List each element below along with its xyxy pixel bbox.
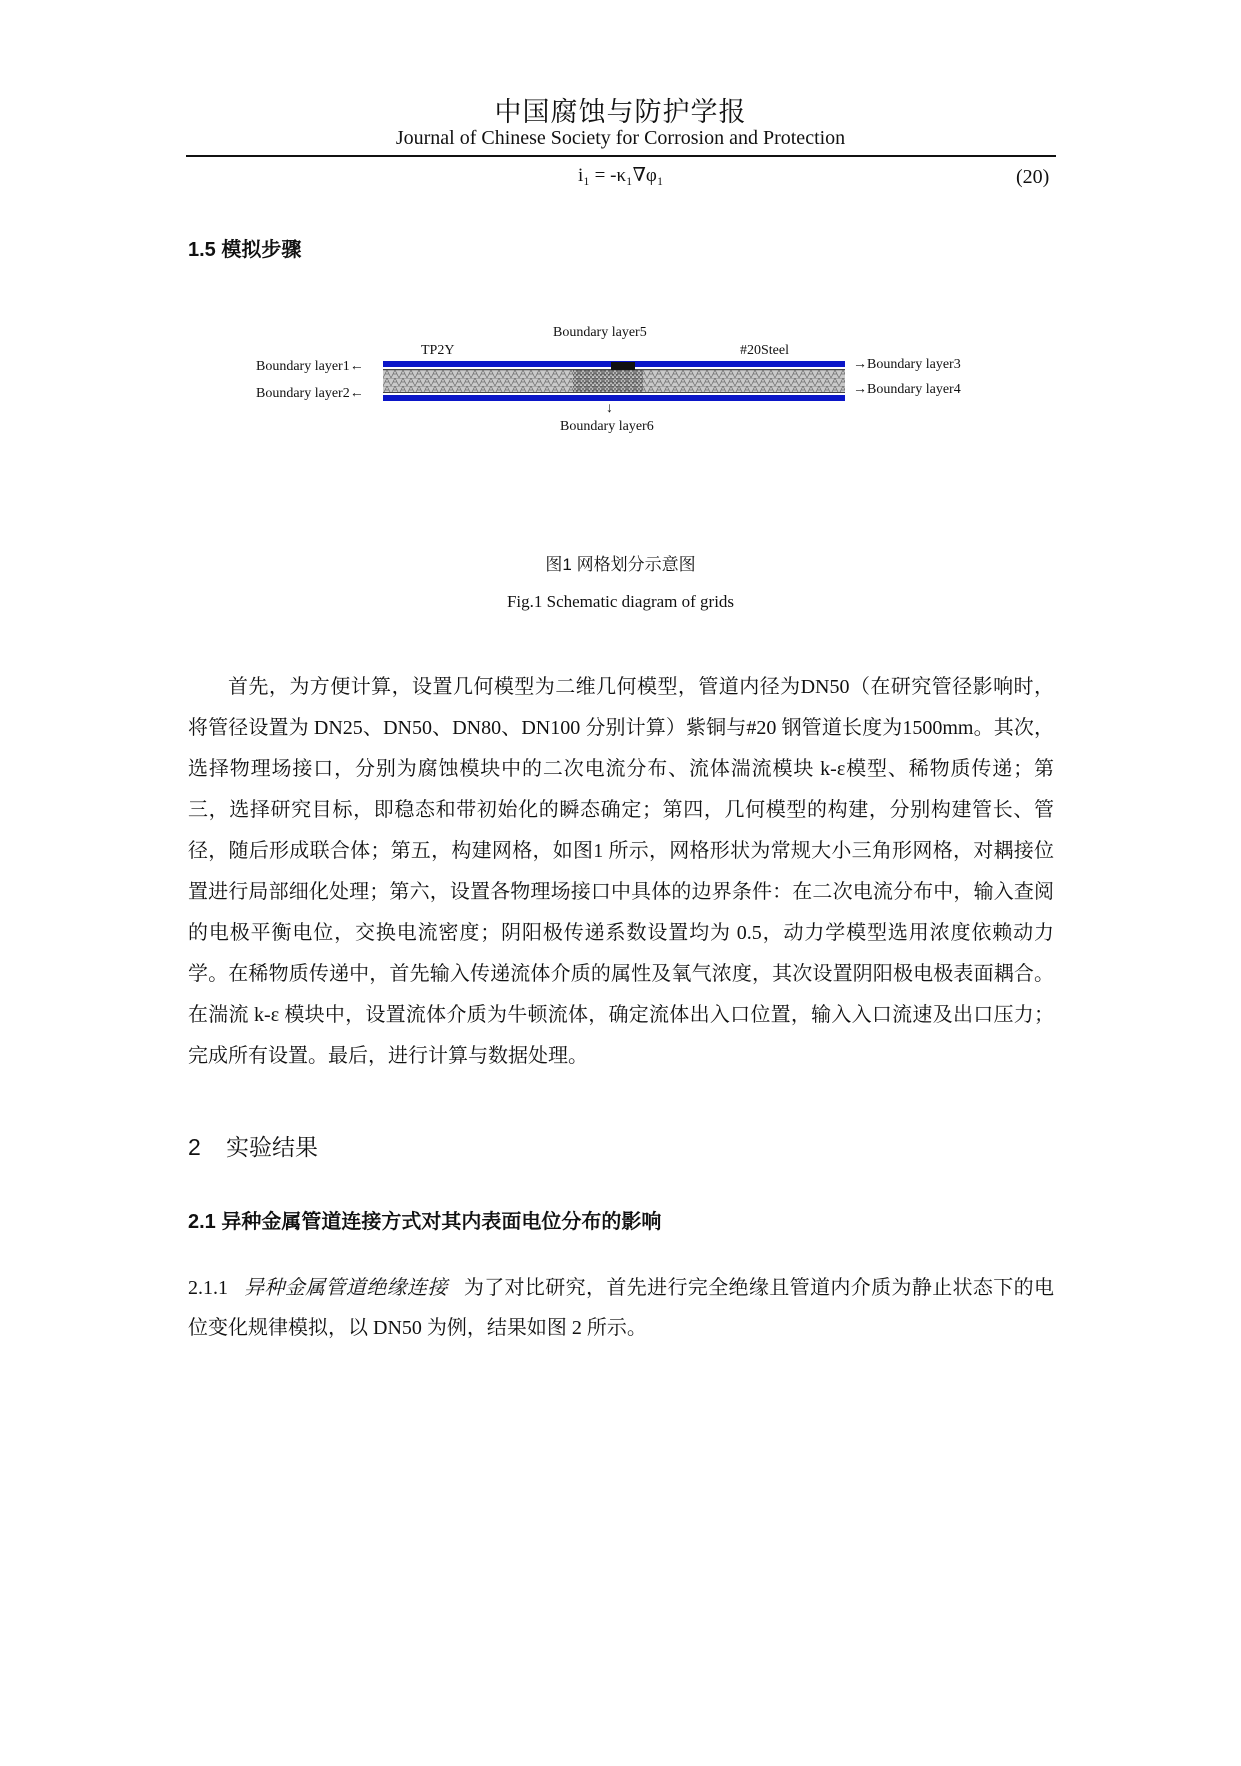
joint-marker — [611, 362, 635, 370]
subsection-number: 2.1.1 — [188, 1277, 228, 1299]
boundary-band-bottom — [383, 395, 845, 401]
figure-1 — [0, 0, 1241, 460]
figure-caption-cn: 图1 网格划分示意图 — [545, 555, 696, 574]
label-boundary-layer3: →Boundary layer3 — [853, 357, 961, 372]
label-boundary-layer2: Boundary layer2← — [256, 386, 364, 401]
body-paragraph — [188, 667, 1054, 1077]
label-boundary-layer6: Boundary layer6 — [560, 419, 654, 434]
pipe-mesh-diagram — [383, 361, 845, 401]
subsection-text: 为了对比研究，首先进行完全绝缘且管道内介质为静止状态下的电位变化规律模拟，以 DN50 为例，结果如图 2 所示。 — [188, 1277, 1055, 1339]
section-heading-2-1: 2.1 异种金属管道连接方式对其内表面电位分布的影响 — [188, 1211, 662, 1233]
subsection-title: 异种金属管道绝缘连接 — [244, 1277, 448, 1299]
section-2-number: 2 — [188, 1134, 201, 1160]
label-boundary-layer5: Boundary layer5 — [553, 325, 647, 340]
figure-caption-en: Fig.1 Schematic diagram of grids — [506, 592, 735, 611]
equation: i₁ = -κ₁∇φ₁ — [578, 165, 664, 186]
label-boundary-layer1: Boundary layer1← — [256, 359, 364, 374]
section-2-title: 实验结果 — [226, 1134, 318, 1160]
triangular-mesh — [383, 369, 845, 393]
mesh-pattern — [383, 370, 845, 393]
section-heading-2 — [188, 1129, 318, 1162]
section-heading-1-5: 1.5 模拟步骤 — [188, 239, 302, 261]
section-2-1-1 — [188, 1268, 1054, 1348]
journal-title-cn: 中国腐蚀与防护学报 — [494, 97, 747, 127]
equation-number: (20) — [1016, 166, 1050, 188]
arrow-down-icon: ↓ — [606, 401, 613, 416]
journal-title-en: Journal of Chinese Society for Corrosion and Protection — [395, 127, 846, 149]
paragraph-simulation-steps: 首先，为方便计算，设置几何模型为二维几何模型，管道内径为DN50（在研究管径影响时，将管径设置为 DN25、DN50、DN80、DN100 分别计算）紫铜与#20 钢管道长度为1500mm。其次，选择物理场接口，分别为腐蚀模块中的二次电流分布、流体湍流模块 k-ε模型、稀物质传递；第三，选择研究目标，即稳态和带初始化的瞬态确定；第四，几何模型的构建，分别构建管长、管径，随后形成联合体；第五，构建网格，如图1 所示，网格形状为常规大小三角形网格，对耦接位置进行局部细化处理；第六，设置各物理场接口中具体的边界条件：在二次电流分布中，输入查阅的电极平衡电位，交换电流密度；阴阳极传递系数设置均为 0.5，动力学模型选用浓度依赖动力学。在稀物质传递中，首先输入传递流体介质的属性及氧气浓度，其次设置阴阳极电极表面耦合。在湍流 k-ε 模块中，设置流体介质为牛顿流体，确定流体出入口位置，输入入口流速及出口压力；完成所有设置。最后，进行计算与数据处理。 — [188, 676, 1054, 1067]
paragraph-2-1-1 — [188, 1268, 1054, 1348]
label-tp2y: TP2Y — [421, 343, 455, 358]
label-20steel: #20Steel — [740, 343, 789, 358]
label-boundary-layer4: →Boundary layer4 — [853, 382, 961, 397]
